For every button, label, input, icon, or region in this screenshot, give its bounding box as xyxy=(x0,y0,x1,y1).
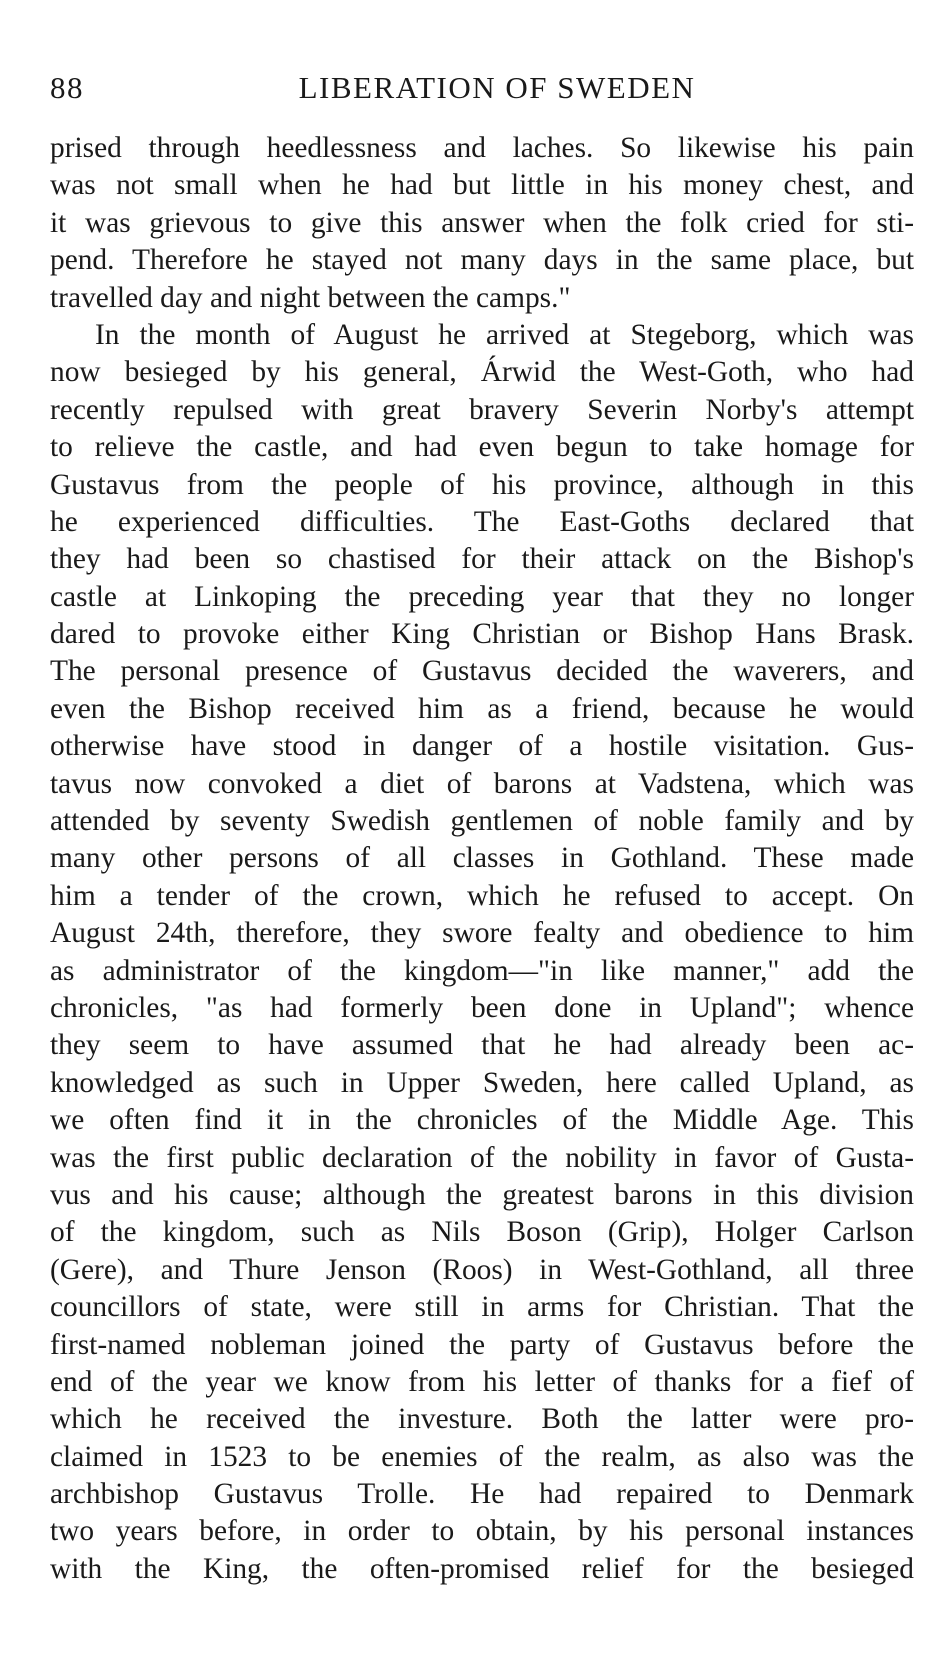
text-line: to relieve the castle, and had even begun to take homage for xyxy=(50,431,914,464)
text-line: as administrator of the kingdom—"in like manner," add the xyxy=(50,954,914,987)
text-line: In the month of August he arrived at Stegeborg, which was xyxy=(95,318,914,351)
text-line: first-named nobleman joined the party of Gustavus before the xyxy=(50,1328,914,1361)
text-line: claimed in 1523 to be enemies of the realm, as also was the xyxy=(50,1440,914,1473)
text-line: councillors of state, were still in arms for Christian. That the xyxy=(50,1291,914,1324)
text-line: Gustavus from the people of his province, although in this xyxy=(50,468,914,501)
book-page xyxy=(50,70,914,1588)
text-line: him a tender of the crown, which he refused to accept. On xyxy=(50,879,914,912)
text-line: it was grievous to give this answer when the folk cried for sti- xyxy=(50,206,914,239)
running-head xyxy=(50,70,914,120)
text-line: many other persons of all classes in Gothland. These made xyxy=(50,842,914,875)
text-line: recently repulsed with great bravery Severin Norby's attempt xyxy=(50,393,914,426)
text-line: which he received the investure. Both the latter were pro- xyxy=(50,1403,914,1436)
text-line: was not small when he had but little in his money chest, and xyxy=(50,169,914,202)
text-line: of the kingdom, such as Nils Boson (Grip), Holger Carlson xyxy=(50,1216,914,1249)
text-line: pend. Therefore he stayed not many days in the same place, but xyxy=(50,244,914,277)
text-line: travelled day and night between the camps." xyxy=(50,281,571,314)
text-line: archbishop Gustavus Trolle. He had repaired to Denmark xyxy=(50,1478,914,1511)
page-number: 88 xyxy=(50,70,84,105)
text-line: with the King, the often-promised relief for the besieged xyxy=(50,1552,914,1585)
text-line: tavus now convoked a diet of barons at Vadstena, which was xyxy=(50,767,914,800)
text-line: they seem to have assumed that he had already been ac- xyxy=(50,1029,914,1062)
text-line: two years before, in order to obtain, by his personal instances xyxy=(50,1515,914,1548)
text-line: we often find it in the chronicles of the Middle Age. This xyxy=(50,1104,914,1137)
text-line: end of the year we know from his letter of thanks for a fief of xyxy=(50,1365,914,1398)
text-line: was the first public declaration of the nobility in favor of Gusta- xyxy=(50,1141,914,1174)
text-line: even the Bishop received him as a friend, because he would xyxy=(50,692,914,725)
text-line: attended by seventy Swedish gentlemen of noble family and by xyxy=(50,805,914,838)
text-line: vus and his cause; although the greatest barons in this division xyxy=(50,1178,914,1211)
running-title: LIBERATION OF SWEDEN xyxy=(298,70,696,105)
text-line: he experienced difficulties. The East-Goths declared that xyxy=(50,505,914,538)
text-line: they had been so chastised for their attack on the Bishop's xyxy=(50,543,914,576)
text-line: dared to provoke either King Christian or Bishop Hans Brask. xyxy=(50,618,914,651)
text-line: knowledged as such in Upper Sweden, here called Upland, as xyxy=(50,1066,914,1099)
text-line: otherwise have stood in danger of a hostile visitation. Gus- xyxy=(50,730,914,763)
body-text xyxy=(50,130,914,1588)
text-line: castle at Linkoping the preceding year that they no longer xyxy=(50,580,914,613)
text-line: The personal presence of Gustavus decided the waverers, and xyxy=(50,655,914,688)
text-line: now besieged by his general, Árwid the West-Goth, who had xyxy=(50,356,914,389)
text-line: chronicles, "as had formerly been done in Upland"; whence xyxy=(50,991,914,1024)
text-line: prised through heedlessness and laches. So likewise his pain xyxy=(50,132,914,164)
text-line: (Gere), and Thure Jenson (Roos) in West-Gothland, all three xyxy=(50,1253,914,1286)
text-line: August 24th, therefore, they swore fealty and obedience to him xyxy=(50,917,914,950)
